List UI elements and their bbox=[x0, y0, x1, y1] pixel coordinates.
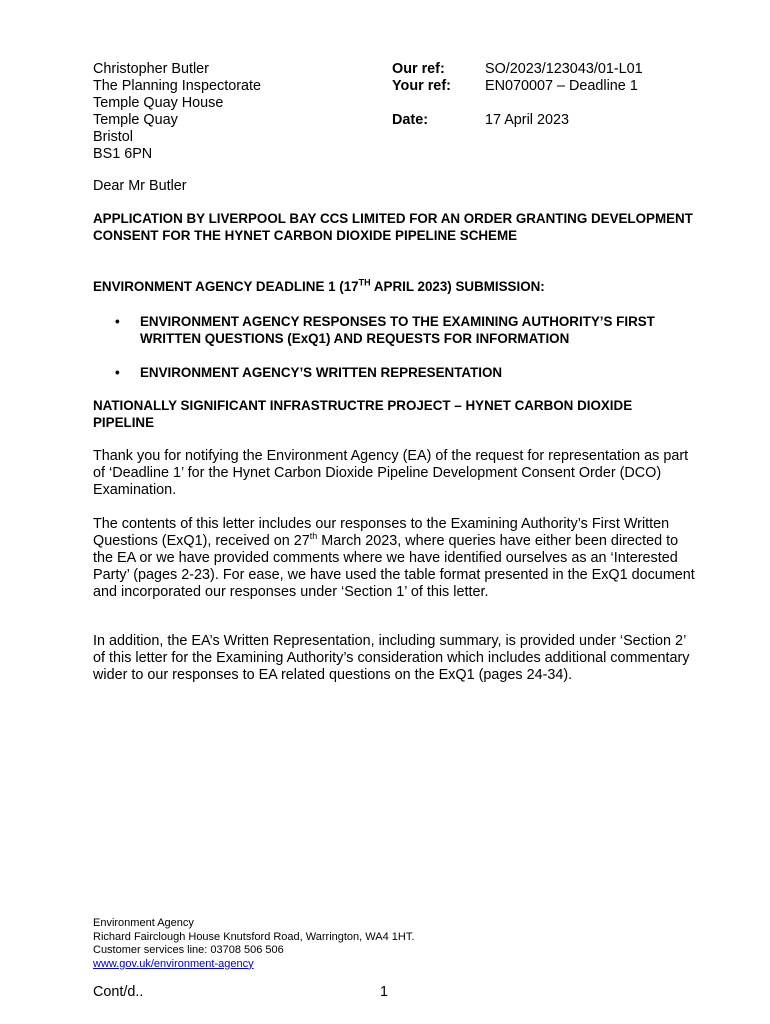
your-ref-row bbox=[392, 78, 643, 95]
deadline-heading: ENVIRONMENT AGENCY DEADLINE 1 (17TH APRIL 2023) SUBMISSION: bbox=[93, 277, 545, 294]
body-paragraph: Thank you for notifying the Environment Agency (EA) of the request for representation as part of ‘Deadline 1’ for the Hynet Carbon Dioxide Pipeline Development Consent Order (DCO) Examination. bbox=[93, 448, 689, 498]
reference-block bbox=[392, 61, 643, 129]
our-ref-label: Our ref: bbox=[392, 61, 445, 77]
body-paragraph: In addition, the EA’s Written Representation, including summary, is provided under ‘Section 2’ of this letter for the Examining Authority’s consideration which includes additional commentary wider to our responses to EA related questions on the ExQ1 (pages 24-34). bbox=[93, 633, 690, 683]
bullet-text: ENVIRONMENT AGENCY RESPONSES TO THE EXAMINING AUTHORITY’S FIRST WRITTEN QUESTIONS (ExQ1) AND REQUESTS FOR INFORMATION bbox=[140, 314, 655, 346]
your-ref-value: EN070007 – Deadline 1 bbox=[485, 78, 638, 94]
continued-marker: Cont/d.. bbox=[93, 984, 144, 1000]
address-line: Christopher Butler bbox=[93, 61, 209, 77]
address-line: Bristol bbox=[93, 129, 133, 145]
address-line: Temple Quay House bbox=[93, 95, 224, 111]
salutation: Dear Mr Butler bbox=[93, 178, 187, 194]
address-line: BS1 6PN bbox=[93, 146, 153, 162]
date-value: 17 April 2023 bbox=[485, 112, 570, 128]
our-ref-row bbox=[392, 61, 643, 78]
recipient-address bbox=[93, 61, 261, 163]
address-line: The Planning Inspectorate bbox=[93, 78, 262, 94]
project-heading: NATIONALLY SIGNIFICANT INFRASTRUCTRE PROJECT – HYNET CARBON DIOXIDE PIPELINE bbox=[93, 398, 633, 430]
bullet-item bbox=[115, 314, 695, 347]
footer-line: Customer services line: 03708 506 506 bbox=[93, 944, 284, 956]
date-row bbox=[392, 112, 643, 129]
bullet-icon: • bbox=[115, 314, 120, 329]
page-number: 1 bbox=[380, 984, 389, 1000]
your-ref-label: Your ref: bbox=[392, 78, 451, 94]
bullet-item bbox=[115, 365, 695, 382]
our-ref-value: SO/2023/123043/01-L01 bbox=[485, 61, 643, 77]
bullet-text: ENVIRONMENT AGENCY’S WRITTEN REPRESENTATION bbox=[140, 365, 503, 380]
footer-line: Environment Agency bbox=[93, 917, 194, 929]
date-label: Date: bbox=[392, 112, 428, 128]
application-heading: APPLICATION BY LIVERPOOL BAY CCS LIMITED FOR AN ORDER GRANTING DEVELOPMENT CONSENT FOR THE HYNET CARBON DIOXIDE PIPELINE SCHEME bbox=[93, 211, 693, 243]
footer-website-link[interactable]: www.gov.uk/environment-agency bbox=[93, 957, 254, 970]
bullet-icon: • bbox=[115, 365, 120, 380]
body-paragraph: The contents of this letter includes our responses to the Examining Authority’s First Written Questions (ExQ1), received on 27th March 2023, where queries have either been directed to the EA or we have provided comments where we have identified ourselves as an ‘Interested Party’ (pages 2-23). For ease, we have used the table format presented in the ExQ1 document and incorporated our responses under ‘Section 1’ of this letter. bbox=[93, 516, 695, 600]
address-line: Temple Quay bbox=[93, 112, 178, 128]
footer-line: Richard Fairclough House Knutsford Road, Warrington, WA4 1HT. bbox=[93, 930, 415, 943]
footer bbox=[93, 917, 414, 971]
